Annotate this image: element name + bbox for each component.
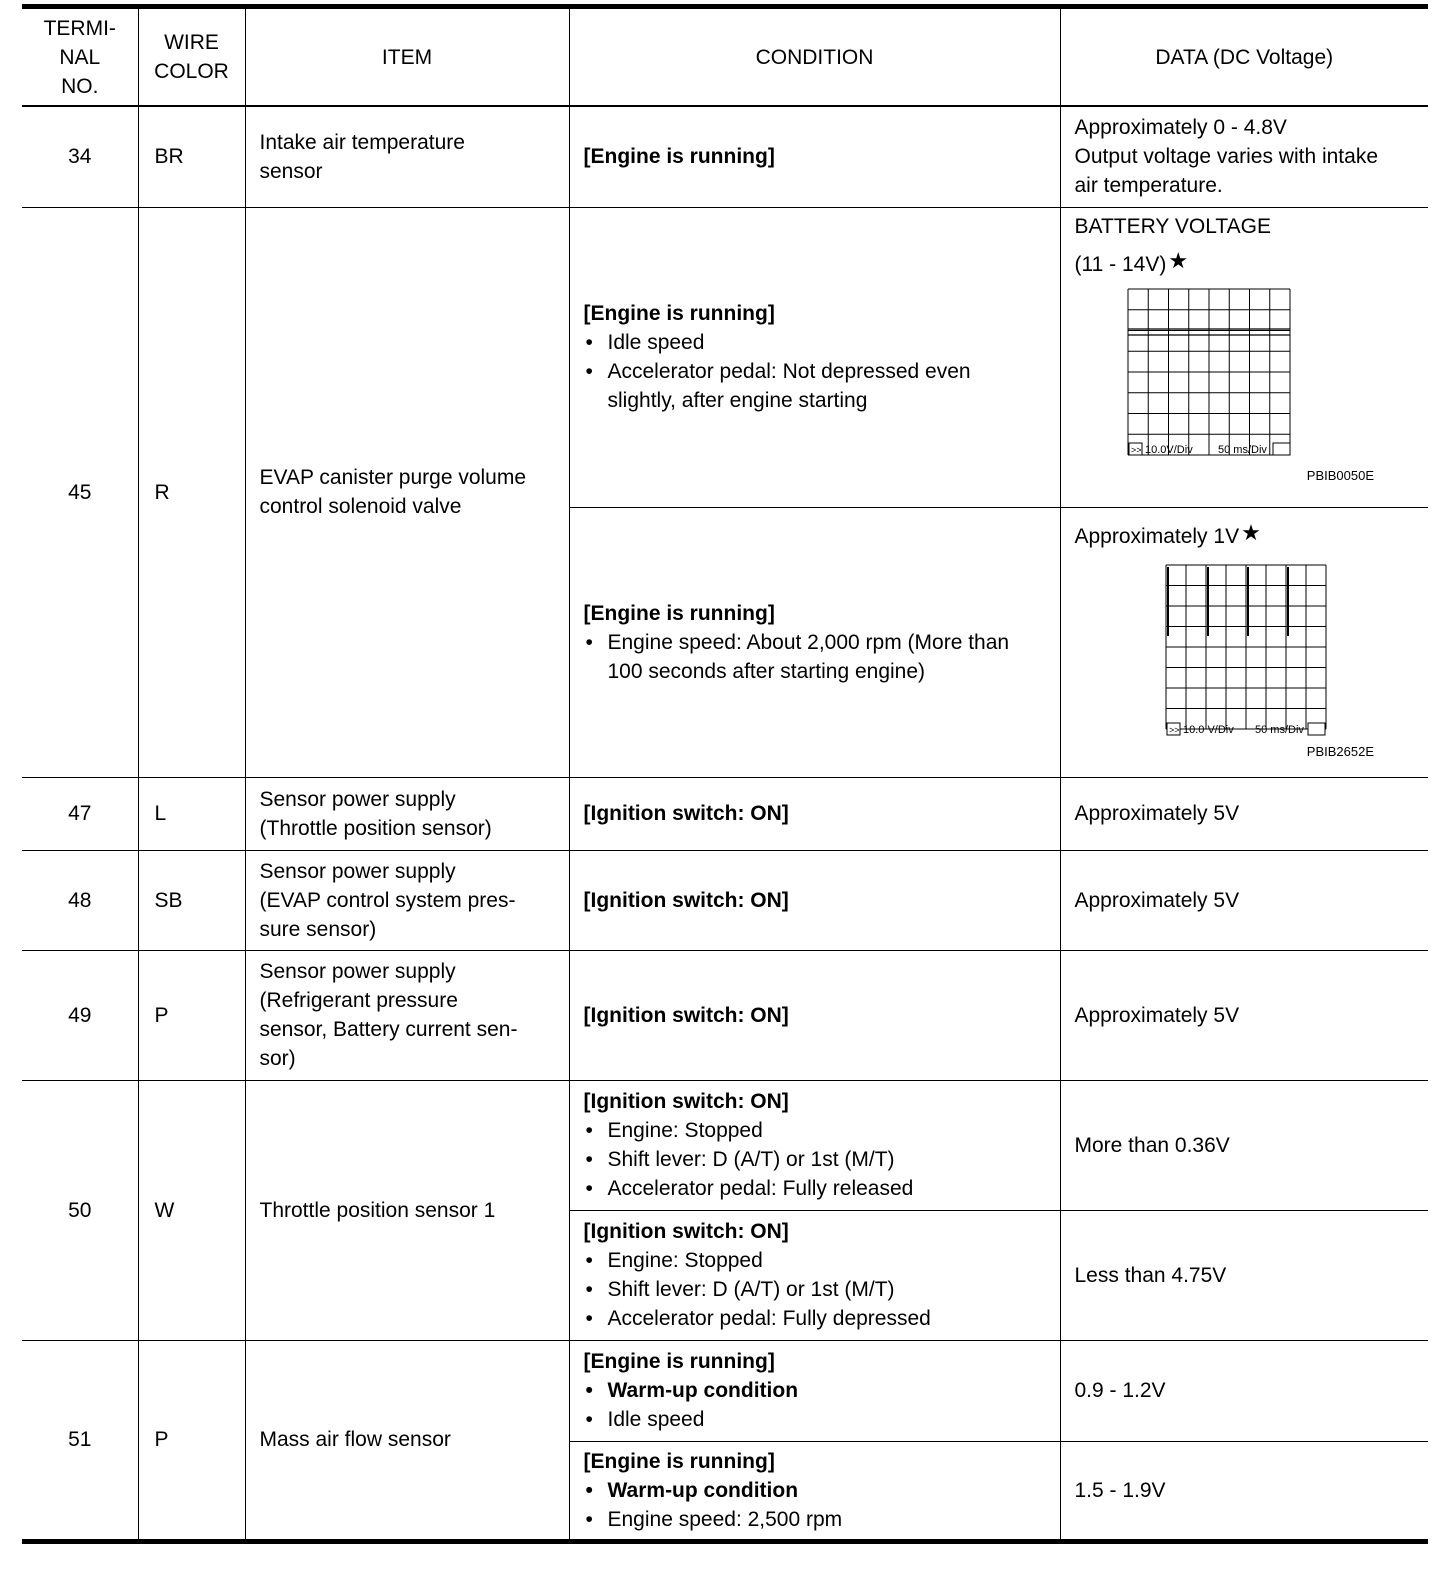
wire-color: SB: [138, 850, 245, 950]
item-cell: EVAP canister purge volume control solenoid valve: [245, 207, 569, 777]
item-cell: Sensor power supply (Refrigerant pressure sensor, Battery current sen- sor): [245, 950, 569, 1080]
item-cell: Sensor power supply (EVAP control system pres- sure sensor): [245, 850, 569, 950]
condition-cell: [Engine is running] • Engine speed: About 2,000 rpm (More than 100 seconds after starting engine): [569, 507, 1060, 777]
star-icon: ★: [1168, 247, 1189, 273]
header-terminal: TERMI- NAL NO.: [22, 7, 138, 107]
item-cell: Intake air temperature sensor: [245, 106, 569, 207]
terminal-no: 51: [22, 1340, 138, 1541]
data-cell: 1.5 - 1.9V: [1060, 1441, 1428, 1541]
wire-color: L: [138, 777, 245, 850]
scope-volt-scale: 10.0 V/Div: [1182, 723, 1234, 736]
scope-time-scale: 50 ms/Div: [1217, 443, 1267, 456]
terminal-no: 45: [22, 207, 138, 777]
table-row: [22, 207, 1428, 507]
svg-text:>>: >>: [1168, 724, 1180, 735]
header-wire-color: WIRE COLOR: [138, 7, 245, 107]
condition-cell: [Engine is running]: [569, 106, 1060, 207]
wire-color: W: [138, 1080, 245, 1340]
wire-color: P: [138, 950, 245, 1080]
item-cell: Throttle position sensor 1: [245, 1080, 569, 1340]
condition-list: • Engine: Stopped • Shift lever: D (A/T) or 1st (M/T) • Accelerator pedal: Fully released: [584, 1116, 1046, 1203]
table-row: [22, 106, 1428, 207]
condition-cell: [Ignition switch: ON]: [569, 850, 1060, 950]
terminal-no: 34: [22, 106, 138, 207]
data-cell: More than 0.36V: [1060, 1080, 1428, 1210]
oscilloscope-waveform-pulse: [1075, 551, 1415, 761]
header-condition: CONDITION: [569, 7, 1060, 107]
table-row: [22, 850, 1428, 950]
table-row: [22, 1080, 1428, 1210]
item-cell: Sensor power supply (Throttle position sensor): [245, 777, 569, 850]
condition-cell: [Ignition switch: ON] • Engine: Stopped • Shift lever: D (A/T) or 1st (M/T) • Accelerator pedal: Fully depressed: [569, 1210, 1060, 1340]
table-row: [22, 777, 1428, 850]
oscilloscope-waveform-battery-voltage: [1075, 279, 1415, 485]
data-cell: BATTERY VOLTAGE (11 - 14V)★ >> 10.0V/Div 50 ms/Div PBIB0050E: [1060, 207, 1428, 507]
star-icon: ★: [1241, 519, 1261, 545]
item-cell: Mass air flow sensor: [245, 1340, 569, 1541]
data-cell: Approximately 0 - 4.8V Output voltage varies with intake air temperature.: [1060, 106, 1428, 207]
data-cell: Approximately 1V★ >> 10.0 V/Div 50 ms/Div PBIB2652E: [1060, 507, 1428, 777]
data-cell: Approximately 5V: [1060, 950, 1428, 1080]
table-row: [22, 950, 1428, 1080]
wire-color: R: [138, 207, 245, 777]
data-cell: Approximately 5V: [1060, 850, 1428, 950]
scope-volt-scale: 10.0V/Div: [1144, 443, 1193, 456]
header-row: [22, 7, 1428, 107]
terminal-no: 49: [22, 950, 138, 1080]
condition-list: • Engine speed: About 2,000 rpm (More than 100 seconds after starting engine): [584, 628, 1046, 686]
data-cell: Approximately 5V: [1060, 777, 1428, 850]
figure-ref: PBIB2652E: [1306, 743, 1374, 759]
svg-text:>>: >>: [1130, 444, 1142, 455]
terminal-no: 48: [22, 850, 138, 950]
header-item: ITEM: [245, 7, 569, 107]
condition-cell: [Ignition switch: ON]: [569, 950, 1060, 1080]
scope-time-scale: 50 ms/Div: [1254, 723, 1304, 736]
figure-ref: PBIB0050E: [1306, 467, 1374, 483]
wire-color: P: [138, 1340, 245, 1541]
terminal-no: 50: [22, 1080, 138, 1340]
terminal-data-table: [22, 4, 1428, 1544]
condition-list: • Warm-up condition • Idle speed: [584, 1376, 1046, 1434]
data-cell: 0.9 - 1.2V: [1060, 1340, 1428, 1441]
condition-list: • Idle speed • Accelerator pedal: Not depressed even slightly, after engine starting: [584, 328, 1046, 415]
condition-list: • Engine: Stopped • Shift lever: D (A/T) or 1st (M/T) • Accelerator pedal: Fully depressed: [584, 1246, 1046, 1333]
header-data: DATA (DC Voltage): [1060, 7, 1428, 107]
condition-list: • Warm-up condition • Engine speed: 2,500 rpm: [584, 1476, 1046, 1534]
condition-cell: [Ignition switch: ON] • Engine: Stopped • Shift lever: D (A/T) or 1st (M/T) • Accelerator pedal: Fully released: [569, 1080, 1060, 1210]
condition-cell: [Engine is running] • Idle speed • Accelerator pedal: Not depressed even slightly, after engine starting: [569, 207, 1060, 507]
table-row: [22, 1340, 1428, 1441]
data-cell: Less than 4.75V: [1060, 1210, 1428, 1340]
condition-cell: [Ignition switch: ON]: [569, 777, 1060, 850]
condition-cell: [Engine is running] • Warm-up condition • Idle speed: [569, 1340, 1060, 1441]
condition-cell: [Engine is running] • Warm-up condition • Engine speed: 2,500 rpm: [569, 1441, 1060, 1541]
terminal-no: 47: [22, 777, 138, 850]
wire-color: BR: [138, 106, 245, 207]
